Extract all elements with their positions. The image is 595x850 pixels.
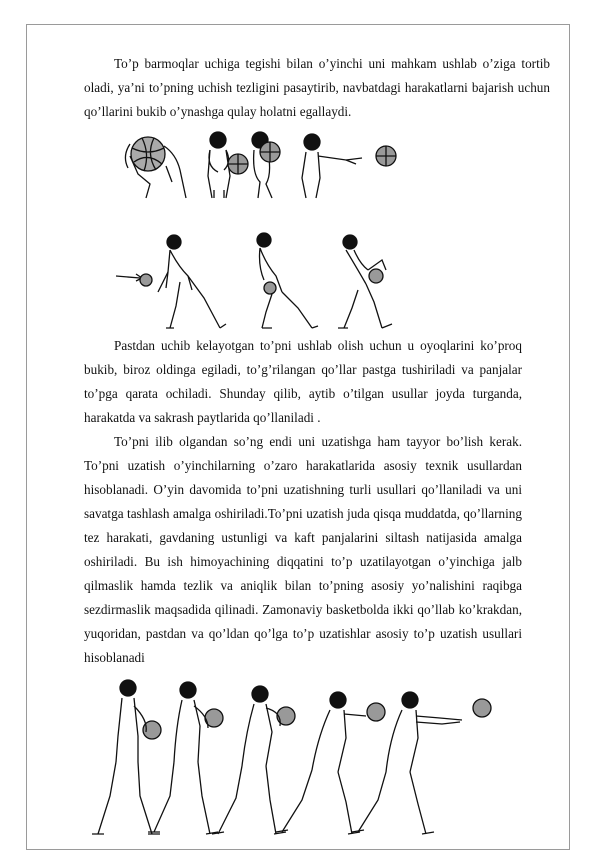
- figure-catching-chest: [120, 126, 410, 200]
- paragraph-catching-ball: To’p barmoqlar uchiga tegishi bilan o’yinchi uni mahkam ushlab o’ziga tortib oladi, ya’ni to’pning uchish tezligini pasaytirib, navbatdagi harakatlarni bajarish uchun qo’llarini bukib o’ynashga qulay holatni egallaydi.: [84, 56, 550, 119]
- player-low-catch-2: [257, 233, 318, 328]
- player-pass-phase-1: [92, 680, 161, 834]
- player-catching-front-1: [208, 132, 248, 198]
- figure-catching-low: [112, 232, 412, 330]
- player-low-catch-1: [158, 235, 226, 328]
- figure-chest-pass-sequence: [90, 676, 500, 840]
- paragraph-low-catch: Pastdan uchib kelayotgan to’pni ushlab olish uchun u oyoqlarini ko’proq bukib, biroz oldinga egiladi, to’g’rilangan qo’llar pastga tushiriladi va panjalar to’pga qarata ochiladi. Shunday qilib, aytib o’tilgan usullar joyda turganda, harakatda va sakrash paytlarida qo’llaniladi .: [84, 338, 522, 425]
- player-low-catch-3: [338, 235, 392, 328]
- player-pass-phase-3: [212, 686, 295, 834]
- incoming-ball-arrow: [116, 274, 152, 286]
- player-catching-side-2: [252, 132, 280, 198]
- player-reaching-ball-3: [302, 134, 396, 198]
- hands-holding-ball-illustration: [125, 137, 186, 198]
- paragraph-passing: To’pni ilib olgandan so’ng endi uni uzatishga ham tayyor bo’lish kerak. To’pni uzatish o’yinchilarning o’zaro harakatlarida asosiy texnik usullardan hisoblanadi. O’yin davomida to’pni uzatishning turli usullari qo’llaniladi va uni savatga tashlash amalga oshiriladi.To’pni uzatish juda qisqa muddatda, qo’llarning tez harakati, gavdaning ustunligi va kaft panjalarini siltash natijasida amalga oshiriladi. Bu ish himoyachining diqqatini to’p uzatilayotgan o’yinchiga jalb qilmaslik hamda tezlik va aniqlik bilan to’pning asosiy yo’nalishini raqibga sezdirmaslik maqsadida qilinadi. Zamonaviy basketbolda ikki qo’llab ko’krakdan, yuqoridan, pastdan va qo’ldan qo’lga to’p uzatishlar asosiy to’p uzatish usullari hisoblanadi: [84, 434, 522, 665]
- player-pass-phase-2: [148, 682, 223, 834]
